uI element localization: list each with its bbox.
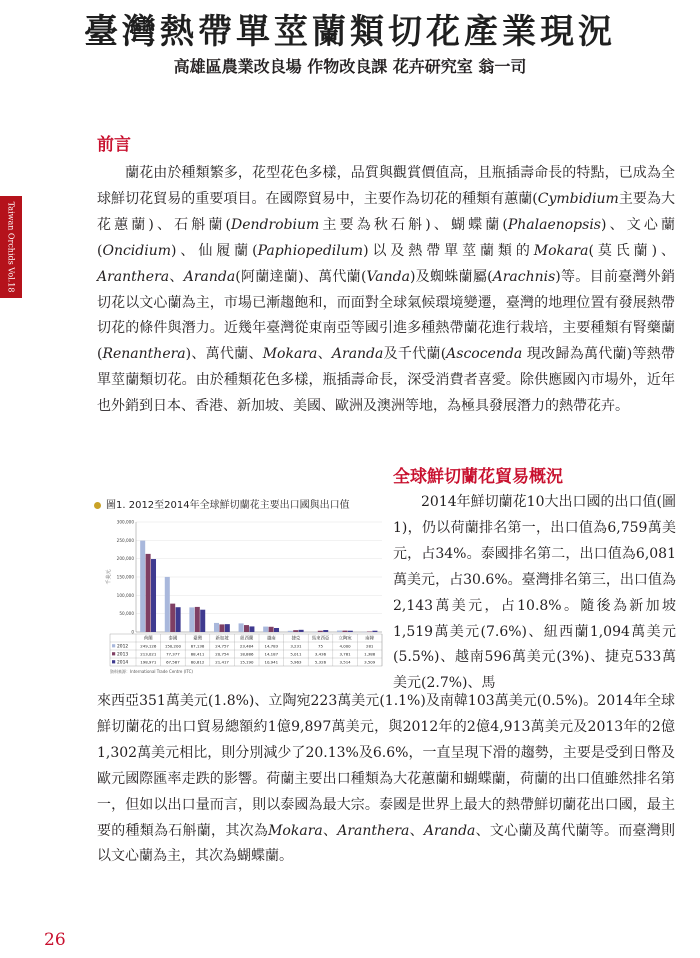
trade-paragraph-full: 來西亞351萬美元(1.8%)、立陶宛223萬美元(1.1%)及南韓103萬美元(0.5%)。2014年全球鮮切蘭花的出口貿易總額約1億9,897萬美元，與2012年的2億4,913萬美元及2013年的2億1,302萬美元相比，則分別減少了20.13%及6.6%，一直呈現下滑的趨勢，主要是受到日幣及歐元國際匯率走跌的影響。荷蘭主要出口種類為大花蕙蘭和蝴蝶蘭，荷蘭的出口值雖然排名第一，但如以出口量而言，則以泰國為最大宗。泰國是世界上最大的熱帶鮮切蘭花出口國，最主要的種類為石斛蘭，其次為Mokara、Aranthera、Aranda、文心蘭及萬代蘭等。而臺灣則以文心蘭為主，其次為蝴蝶蘭。 [97,693,675,865]
y-tick-label: 0 [131,629,134,635]
bar-2013 [146,554,151,632]
data-value-label: 10,941 [264,659,279,665]
bar-2012 [337,631,342,632]
article-title: 臺灣熱帶單莖蘭類切花產業現況 [84,12,616,52]
bar-2013 [269,627,274,632]
y-axis-label: 千美元 [106,569,112,585]
y-tick-label: 300,000 [116,519,134,525]
bar-2013 [170,604,175,632]
y-tick-label: 200,000 [116,556,134,562]
bar-2014 [176,607,181,632]
data-value-label: 75 [318,643,323,649]
legend-swatch [112,660,115,663]
figure-caption-text: 圖1. 2012至2014年全球鮮切蘭花主要出口國與出口值 [106,500,350,511]
data-value-label: 20,754 [215,651,229,657]
bar-2012 [288,631,293,632]
section-heading-intro: 前言 [97,135,131,155]
y-tick-label: 50,000 [119,611,134,617]
legend-label: 2014 [117,660,129,666]
legend-swatch [112,652,115,655]
bar-2013 [219,624,224,632]
bar-2014 [151,559,156,632]
data-value-label: 24,757 [215,643,229,649]
page-number: 26 [44,930,66,950]
x-tick-label: 立陶宛 [338,636,352,642]
bar-2013 [244,625,249,632]
journal-side-tab [0,196,22,298]
data-value-label: 67,587 [166,659,180,665]
legend-label: 2013 [117,652,129,658]
data-value-label: 1,388 [364,651,376,657]
trade-paragraph-right: 2014年鮮切蘭花10大出口國的出口值(圖1)，仍以荷蘭排名第一，出口值為6,759萬美元，占34%。泰國排名第二，出口值為6,081萬美元，占30.6%。臺灣排名第三，出口值為2,143萬美元，占10.8%。隨後為新加坡1,519萬美元(7.6%)、紐西蘭1,094萬美元(5.5%)、越南596萬美元(3%)、捷克533萬美元(2.7%)、馬 [393,494,676,692]
data-value-label: 77,377 [166,651,180,657]
data-value-label: 150,200 [164,643,181,649]
data-value-label: 21,417 [215,659,229,665]
data-value-label: 14,187 [264,651,279,657]
data-value-label: 5,963 [290,659,302,665]
data-value-label: 3,231 [290,643,302,649]
data-value-label: 60,812 [190,659,205,665]
bar-2014 [348,631,353,632]
bar-2014 [225,624,230,632]
chart-source: 資料來源：International Trade Centre (ITC) [110,669,193,674]
data-value-label: 68,411 [190,651,205,657]
x-tick-label: 臺灣 [193,636,202,642]
bar-2014 [274,628,279,632]
bar-2012 [263,627,268,632]
bar-2014 [200,610,205,632]
data-value-label: 5,326 [314,659,327,665]
bullet-icon [94,502,101,509]
section-heading-trade: 全球鮮切蘭花貿易概況 [393,467,563,487]
x-tick-label: 荷蘭 [143,636,153,642]
bar-2013 [293,630,298,632]
data-value-label: 3,514 [339,659,351,665]
bar-2013 [342,631,347,632]
bar-2012 [165,577,170,632]
x-tick-label: 馬來西亞 [311,636,330,642]
y-tick-label: 250,000 [116,537,134,543]
x-tick-label: 越南 [266,636,276,642]
article-authors: 高雄區農業改良場 作物改良課 花卉研究室 翁一司 [173,57,527,76]
data-value-label: 281 [365,643,374,649]
intro-paragraph: 蘭花由於種類繁多，花型花色多樣，品質與觀賞價值高，且瓶插壽命長的特點，已成為全球鮮切花貿易的重要項目。在國際貿易中，主要作為切花的種類有蕙蘭(Cymbidium主要為大花蕙蘭)、石斛蘭(Dendrobium主要為秋石斛)、蝴蝶蘭(Phalaenopsis)、文心蘭(Oncidium)、仙履蘭(Paphiopedilum)以及熱帶單莖蘭類的Mokara(莫氏蘭)、Aranthera、Aranda(阿蘭達蘭)、萬代蘭(Vanda)及蜘蛛蘭屬(Arachnis)等。目前臺灣外銷切花以文心蘭為主，市場已漸趨飽和，而面對全球氣候環境變遷，臺灣的地理位置有發展熱帶切花的條件與潛力。近幾年臺灣從東南亞等國引進多種熱帶蘭花進行栽培，主要種類有腎藥蘭(Renanthera)、萬代蘭、Mokara、Aranda及千代蘭(Ascocenda 現改歸為萬代蘭)等熱帶單莖蘭類切花。由於種類花色多樣，瓶插壽命長，深受消費者喜愛。除供應國內市場外，近年也外銷到日本、香港、新加坡、美國、歐洲及澳洲等地，為極具發展潛力的熱帶花卉。 [97,165,676,415]
legend-label: 2012 [117,644,129,650]
bar-2013 [195,607,200,632]
figure-caption [94,496,350,511]
bar-2012 [239,623,244,632]
y-tick-label: 100,000 [116,592,134,598]
legend-swatch [112,644,115,647]
bar-2012 [214,623,219,632]
data-value-label: 5,011 [290,651,302,657]
data-value-label: 3,781 [339,651,351,657]
data-value-label: 249,126 [140,643,157,649]
x-tick-label: 泰國 [168,636,178,642]
x-tick-label: 南韓 [365,636,375,642]
bar-2014 [249,626,254,632]
bar-2013 [318,631,323,632]
y-tick-label: 150,000 [116,574,134,580]
x-tick-label: 新加坡 [215,636,229,642]
export-value-chart [104,514,386,690]
bar-2012 [140,541,145,632]
x-tick-label: 捷克 [291,636,301,642]
data-value-label: 198,971 [140,659,157,665]
journal-name: Taiwan Orchids Vol.18 [6,201,16,293]
data-value-label: 3,436 [314,651,327,657]
data-value-label: 3,509 [364,659,376,665]
x-tick-label: 紐西蘭 [240,636,254,642]
data-value-label: 4,000 [339,643,351,649]
data-value-label: 213,021 [140,651,157,657]
bar-2013 [367,631,372,632]
bar-2012 [189,607,194,632]
data-value-label: 15,190 [239,659,254,665]
bar-2014 [299,630,304,632]
data-value-label: 23,484 [239,643,254,649]
data-value-label: 14,783 [264,643,279,649]
bar-2014 [372,631,377,632]
data-value-label: 67,138 [190,643,205,649]
bar-2014 [323,630,328,632]
data-value-label: 18,886 [239,651,254,657]
